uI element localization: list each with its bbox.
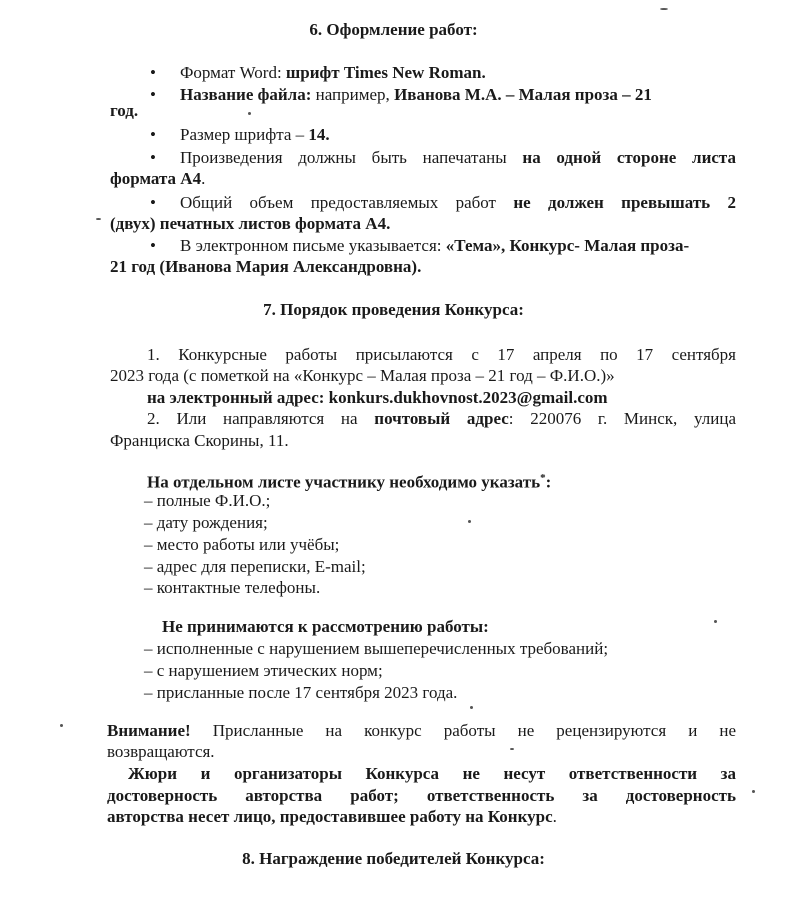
list-item: Общий объем предоставляемых работ не должен превышать 2 bbox=[180, 193, 737, 212]
list-item: – адрес для переписки, E-mail; bbox=[144, 557, 366, 576]
paragraph-line: Франциска Скорины, 11. bbox=[110, 431, 289, 450]
scan-speck bbox=[660, 8, 668, 10]
list-item-continuation: формата А4. bbox=[110, 169, 206, 188]
list-item: В электронном письме указывается: «Тема», Конкурс- Малая проза- bbox=[180, 236, 690, 255]
jury-line: достоверность авторства работ; ответственность за достоверность bbox=[107, 786, 736, 805]
bullet: • bbox=[150, 193, 156, 212]
scan-speck bbox=[60, 724, 63, 727]
bullet: • bbox=[150, 236, 156, 255]
jury-line: авторства несет лицо, предоставившее работу на Конкурс. bbox=[107, 807, 557, 826]
scan-speck bbox=[96, 218, 101, 220]
list-item: – место работы или учёбы; bbox=[144, 535, 340, 554]
list-item-continuation: 21 год (Иванова Мария Александровна). bbox=[110, 257, 422, 276]
list-item: Произведения должны быть напечатаны на одной стороне листа bbox=[180, 148, 736, 167]
attention-line: возвращаются. bbox=[107, 742, 215, 761]
scan-speck bbox=[248, 112, 251, 115]
list-item: – исполненные с нарушением вышеперечисленных требований; bbox=[144, 639, 609, 658]
section-7-heading: 7. Порядок проведения Конкурса: bbox=[263, 300, 524, 319]
scan-speck bbox=[510, 748, 514, 750]
scan-speck bbox=[468, 520, 471, 523]
sheet-title: На отдельном листе участнику необходимо указать*: bbox=[147, 472, 552, 492]
list-item-continuation: год. bbox=[110, 101, 139, 120]
bullet: • bbox=[150, 125, 156, 144]
scan-speck bbox=[470, 706, 473, 709]
bullet: • bbox=[150, 85, 156, 104]
paragraph-line: 2023 года (с пометкой на «Конкурс – Малая проза – 21 год – Ф.И.О.)» bbox=[110, 366, 615, 385]
paragraph-line: 2. Или направляются на почтовый адрес: 220076 г. Минск, улица bbox=[147, 409, 736, 428]
attention-line: Внимание! Присланные на конкурс работы не рецензируются и не bbox=[107, 721, 736, 740]
bullet: • bbox=[150, 148, 156, 167]
list-item-continuation: (двух) печатных листов формата А4. bbox=[110, 214, 391, 233]
list-item: Формат Word: шрифт Times New Roman. bbox=[180, 63, 486, 82]
email-line: на электронный адрес: konkurs.dukhovnost.2023@gmail.com bbox=[147, 388, 608, 407]
scan-speck bbox=[752, 790, 755, 793]
list-item: – дату рождения; bbox=[144, 513, 268, 532]
bullet: • bbox=[150, 63, 156, 82]
reject-title: Не принимаются к рассмотрению работы: bbox=[162, 617, 489, 636]
jury-line: Жюри и организаторы Конкурса не несут ответственности за bbox=[128, 764, 736, 783]
list-item: Размер шрифта – 14. bbox=[180, 125, 330, 144]
section-8-heading: 8. Награждение победителей Конкурса: bbox=[242, 849, 545, 868]
list-item: Название файла: например, Иванова М.А. – Малая проза – 21 bbox=[180, 85, 652, 104]
section-6-heading: 6. Оформление работ: bbox=[309, 20, 478, 39]
list-item: – полные Ф.И.О.; bbox=[144, 491, 271, 510]
scan-speck bbox=[714, 620, 717, 623]
list-item: – присланные после 17 сентября 2023 года. bbox=[144, 683, 458, 702]
list-item: – с нарушением этических норм; bbox=[144, 661, 383, 680]
list-item: – контактные телефоны. bbox=[144, 578, 321, 597]
paragraph-line: 1. Конкурсные работы присылаются с 17 апреля по 17 сентября bbox=[147, 345, 736, 364]
